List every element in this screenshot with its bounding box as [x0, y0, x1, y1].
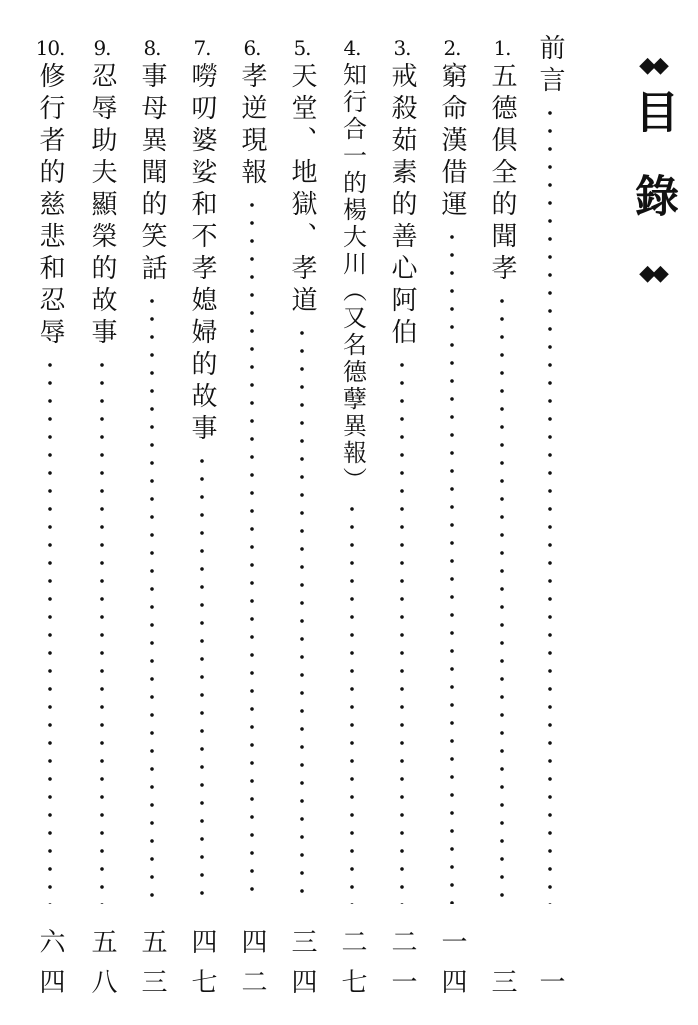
- leader-dots: [100, 356, 104, 904]
- entry-number: 1.: [493, 36, 511, 60]
- toc-entry-4[interactable]: [332, 34, 372, 904]
- leader-dots: [450, 228, 454, 904]
- entry-number: 9.: [93, 36, 111, 60]
- entry-number: 7.: [193, 36, 211, 60]
- page-number: 一四: [437, 928, 467, 1008]
- leader-dots: [300, 324, 304, 904]
- page-number: 四七: [187, 928, 217, 1008]
- toc-entry-7[interactable]: [182, 34, 222, 904]
- entry-number: 10.: [35, 36, 65, 60]
- toc-entry-9[interactable]: [82, 34, 122, 904]
- entry-title: 五德俱全的聞孝: [487, 62, 517, 286]
- entry-number: 2.: [443, 36, 461, 60]
- ornament-bottom-icon: ◆◆: [639, 261, 665, 286]
- entry-title: 嘮叨婆娑和不孝媳婦的故事: [187, 62, 217, 446]
- entry-title: 孝逆現報: [237, 62, 267, 190]
- toc-entry-1[interactable]: [482, 34, 522, 904]
- leader-dots: [350, 500, 354, 904]
- toc-entry-2[interactable]: [432, 34, 472, 904]
- leader-dots: [250, 196, 254, 904]
- entry-title: 忍辱助夫顯榮的故事: [87, 62, 117, 350]
- toc-header: [622, 55, 682, 295]
- entry-title: 戒殺茹素的善心阿伯: [387, 62, 417, 350]
- leader-dots: [150, 292, 154, 904]
- page-number: 三: [487, 968, 517, 1008]
- toc-entry-3[interactable]: [382, 34, 422, 904]
- leader-dots: [400, 356, 404, 904]
- page-number: 四二: [237, 928, 267, 1008]
- entry-title: 修行者的慈悲和忍辱: [35, 62, 65, 350]
- toc-entry-5[interactable]: [282, 34, 322, 904]
- entry-title: 前言: [535, 34, 565, 98]
- entry-number: 5.: [293, 36, 311, 60]
- leader-dots: [48, 356, 52, 904]
- toc-entry-6[interactable]: [232, 34, 272, 904]
- toc-entry-10[interactable]: [30, 34, 70, 904]
- ornament-top-icon: ◆◆: [639, 53, 665, 78]
- entry-title: 窮命漢借運: [437, 62, 467, 222]
- page-number: 二七: [337, 928, 367, 1008]
- entry-number: 4.: [343, 36, 361, 60]
- page-number: 五三: [137, 928, 167, 1008]
- entry-number: 6.: [243, 36, 261, 60]
- page-number: 一: [535, 968, 565, 1008]
- page-title: 目錄: [627, 89, 678, 257]
- leader-dots: [548, 104, 552, 904]
- entry-title: 知行合一的楊大川（又名德孽異報）: [338, 62, 367, 494]
- toc-entry-8[interactable]: [132, 34, 172, 904]
- toc-entry-preface[interactable]: [530, 34, 570, 904]
- entry-title: 事母異聞的笑話: [137, 62, 167, 286]
- page-number: 五八: [87, 928, 117, 1008]
- page-number: 六四: [35, 928, 65, 1008]
- entry-number: 8.: [143, 36, 161, 60]
- leader-dots: [500, 292, 504, 904]
- entry-number: 3.: [393, 36, 411, 60]
- entry-title: 天堂、地獄、孝道: [287, 62, 317, 318]
- leader-dots: [200, 452, 204, 904]
- page-number: 三四: [287, 928, 317, 1008]
- page-number: 二一: [387, 928, 417, 1008]
